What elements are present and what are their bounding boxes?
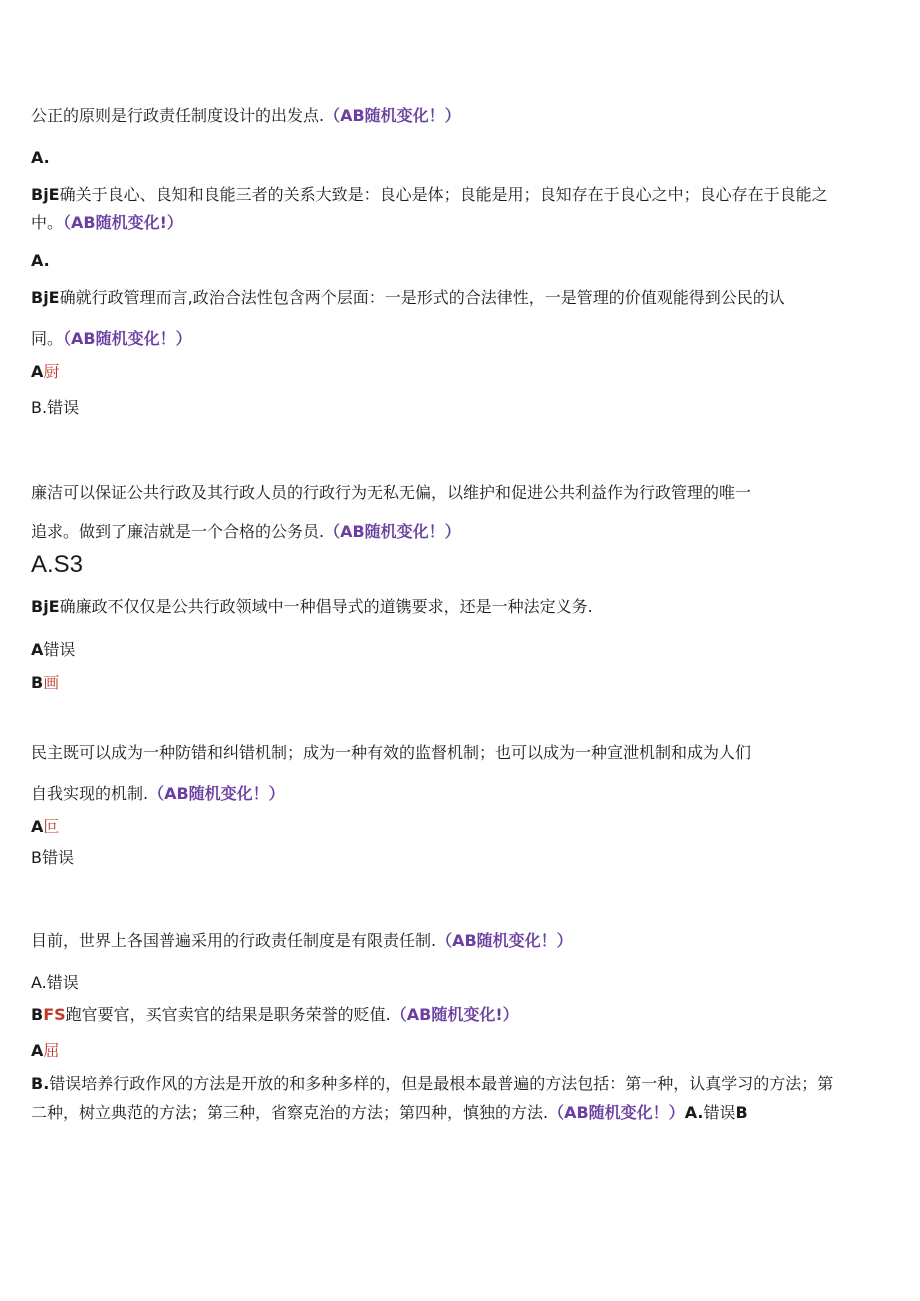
- answer-prefix: B.: [31, 1074, 50, 1093]
- option-b: B错误: [31, 848, 74, 867]
- question-9-line-2: [31, 1101, 748, 1125]
- question-text: 自我实现的机制.: [31, 784, 149, 803]
- option-text: 画: [43, 673, 60, 692]
- question-2-line-1: [31, 183, 828, 207]
- option-a: [31, 815, 59, 839]
- answer-prefix: BjE: [31, 185, 60, 204]
- question-text: 追求。做到了廉洁就是一个合格的公务员.: [31, 522, 325, 541]
- option-a: A.S3: [31, 551, 84, 578]
- option-text: 厨: [43, 362, 60, 381]
- question-4-line-1: 廉洁可以保证公共行政及其行政人员的行政行为无私无偏，以维护和促进公共利益作为行政管理的唯一: [31, 483, 752, 502]
- option-a: A.: [31, 148, 50, 167]
- random-tag: （AB随机变化！）: [324, 522, 461, 541]
- option-label: A: [31, 1041, 44, 1060]
- question-text: 不仅仅是公共行政领域中一种倡导式的道镌要求，还是一种法定义务.: [107, 597, 593, 616]
- question-text: 确关于良心、良知和良能三者的关系大致是：良心是体；良能是用；良知存在于良心之中；良心存在于良能之: [59, 185, 828, 204]
- option-text: 叵: [43, 817, 60, 836]
- question-7: [31, 929, 573, 953]
- option-a: [31, 360, 59, 384]
- option-a: A.错误: [31, 973, 79, 992]
- option-a: [31, 638, 75, 662]
- question-text: 错误培养行政作风的方法是开放的和多种多样的，但是最根本最普遍的方法包括：第一种，认真学习的方法；第: [49, 1074, 834, 1093]
- option-a: [31, 1039, 59, 1063]
- option-b: [31, 671, 59, 695]
- random-tag: （AB随机变化！）: [324, 106, 461, 125]
- option-label: A: [31, 640, 44, 659]
- question-text: 跑官要官，买官卖官的结果是职务荣誉的贬值.: [65, 1005, 391, 1024]
- question-3-line-1: [31, 286, 785, 310]
- option-b: B.错误: [31, 398, 80, 417]
- question-text: 中。: [31, 213, 64, 232]
- question-text: 同。: [31, 329, 64, 348]
- random-tag: （AB随机变化！）: [148, 784, 285, 803]
- question-4-line-2: [31, 520, 461, 544]
- question-text: 公正的原则是行政责任制度设计的出发点.: [31, 106, 325, 125]
- option-text: 错误: [43, 640, 76, 659]
- question-1: [31, 104, 461, 128]
- random-tag: （AB随机变化!）: [390, 1005, 519, 1024]
- random-tag: （AB随机变化!）: [63, 213, 183, 232]
- question-text: 目前，世界上各国普遍采用的行政责任制度是有限责任制.: [31, 931, 437, 950]
- question-text-emphasis: 确廉政: [59, 597, 108, 616]
- question-9-line-1: [31, 1072, 833, 1096]
- option-label: B: [735, 1103, 748, 1122]
- option-label: A: [31, 362, 44, 381]
- answer-prefix: B: [31, 1005, 44, 1024]
- question-3-line-2: [31, 327, 192, 351]
- option-label: A: [31, 817, 44, 836]
- option-a: A.: [31, 251, 50, 270]
- question-2-line-2: [31, 211, 183, 235]
- answer-prefix: BjE: [31, 288, 60, 307]
- option-label: B: [31, 673, 44, 692]
- question-text: 确就行政管理而言,政治合法性包含两个层面：一是形式的合法律性，一是管理的价值观能得到公民的认: [59, 288, 785, 307]
- random-tag: （AB随机变化！）: [436, 931, 573, 950]
- answer-prefix: BjE: [31, 597, 60, 616]
- question-6-line-2: [31, 782, 285, 806]
- answer-prefix-red: FS: [43, 1005, 66, 1024]
- option-text: 错误: [703, 1103, 736, 1122]
- random-tag: （AB随机变化！）: [548, 1103, 685, 1122]
- random-tag: （AB随机变化！）: [63, 329, 192, 348]
- question-8: [31, 1003, 519, 1027]
- option-label: A.: [684, 1103, 704, 1122]
- option-text: 屈: [43, 1041, 60, 1060]
- question-text: 二种，树立典范的方法；第三种，省察克治的方法；第四种，慎独的方法.: [31, 1103, 549, 1122]
- question-6-line-1: 民主既可以成为一种防错和纠错机制；成为一种有效的监督机制；也可以成为一种宣泄机制和成为人们: [31, 743, 752, 762]
- question-5: [31, 595, 593, 619]
